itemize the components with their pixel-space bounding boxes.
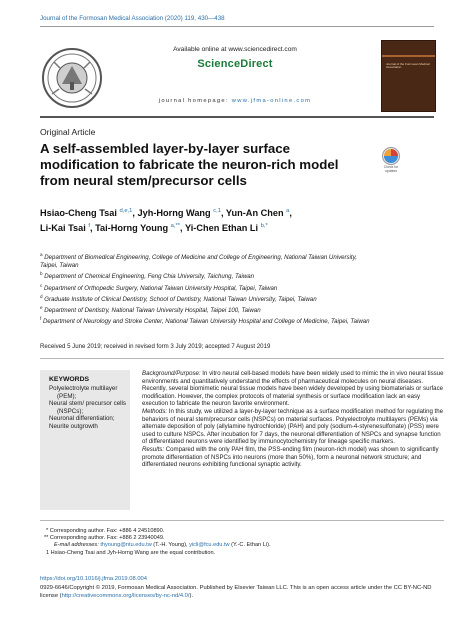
affiliations [40,251,370,327]
affiliation: $^b$ Department of Chemical Engineering, Feng Chia University, Taichung, Taiwan [40,271,255,281]
keyword[interactable]: Neural stem/ precursor cells (NSPCs); [49,400,127,415]
author[interactable]: Yun-An Chen $^a$ [225,208,290,219]
available-online-text: Available online at www.sciencedirect.com [173,46,297,53]
article-type: Original Article [40,127,96,137]
header-top-rule [40,26,434,27]
sciencedirect-logo[interactable]: ScienceDirect [197,58,273,70]
homepage-link[interactable]: www.jfma-online.com [231,98,312,104]
keyword[interactable]: Neuronal differentiation; [49,415,115,423]
abstract-results: Results: Compared with the only PAH film, the PSS-ending film (neuron-rich model) was shown to significantly promote differentiation of NSPCs into neurons (more than 50%), form a neuronal network structure; and differentiated neurons exhibiting functional synaptic activity. [142,445,439,469]
author[interactable]: Hsiao-Cheng Tsai $^{d,e,1}$ [40,208,133,219]
copyright-notice: 0929-6646/Copyright © 2019, Formosan Medical Association. Published by Elsevier Taiwan LLC. This is an open access article under the CC BY-NC-ND license (http://creativecommons.org/licenses/by-nc-nd/4.0/). [40,585,432,599]
author-list: Hsiao-Cheng Tsai $^{d,e,1}$, Jyh-Horng Wang $^{c,1}$, Yun-An Chen $^a$, Li-Kai Tsai $^f$, Tai-Horng Young $^{a,**}$, Yi-Chen Ethan Li $^{b,*}$ [40,208,292,234]
abstract-methods: Methods: In this study, we utilized a layer-by-layer technique as a surface modification method for regulating the behaviors of neural stem/precursor cells (NSPCs) on material surfaces. Polyelectrolyte multilayers (PEMs) via alternate deposition of poly (allylamine hydrochloride) (PAH) and poly (sodium-4-styrenesulfonate) (PSS) were used to culture NSPCs. After incubation for 7 days, the neuronal differentiation of NSPCs and synapse function of differentiated neurons were identified by immunocytochemistry for lineage specific markers. [142,407,444,446]
cover-title: Journal of the Formosan Medical Association [386,62,430,70]
keywords-box [40,370,130,510]
affiliation: $^e$ Department of Dentistry, National Taiwan University Hospital, Taipei 100, Taiwan [40,305,261,315]
email-link[interactable]: yicli@fcu.edu.tw [189,542,230,549]
dates-rule [40,358,444,359]
author[interactable]: Li-Kai Tsai $^f$ [40,223,90,234]
author[interactable]: Jyh-Horng Wang $^{c,1}$ [137,208,221,219]
corresponding-author-1: * Corresponding author. Fax: +886 4 24510890. [46,528,165,534]
license-link[interactable]: http://creativecommons.org/licenses/by-nc-nd/4.0/ [61,592,190,599]
doi-link[interactable]: https://doi.org/10.1016/j.jfma.2019.08.004 [40,576,147,582]
journal-homepage [130,98,340,104]
email-addresses: E-mail addresses: thyoung@ntu.edu.tw (T.-H. Young), yicli@fcu.edu.tw (Y.-C. Ethan Li). [54,542,271,549]
footnote-rule [40,520,444,521]
crossmark-badge[interactable] [378,146,404,176]
author[interactable]: Yi-Chen Ethan Li $^{b,*}$ [184,223,268,234]
footnotes [40,528,440,557]
received-dates: Received 5 June 2019; received in revised form 3 July 2019; accepted 7 August 2019 [40,343,271,350]
journal-cover-image[interactable] [381,40,436,112]
article-title: A self-assembled layer-by-layer surface modification to fabricate the neuron-rich model from neural stem/precursor cells [40,141,339,188]
keywords-heading: KEYWORDS [49,376,90,383]
elsevier-emblem-icon [40,44,104,112]
affiliation: $^a$ Department of Biomedical Engineering, College of Medicine and College of Engineering, National Taiwan University, Taipei, Taiwan [40,252,357,270]
corresponding-author-2: ** Corresponding author. Fax: +886 2 23940049. [44,535,165,542]
affiliation: $^c$ Department of Orthopedic Surgery, National Taiwan University Hospital, Taipei, Taiwan [40,282,278,292]
affiliation: $^d$ Graduate Institute of Clinical Dentistry, School of Dentistry, National Taiwan University, Taipei, Taiwan [40,293,317,303]
equal-contribution-note: 1 Hsiao-Cheng Tsai and Jyh-Horng Wang are the equal contribution. [46,549,216,556]
keywords-list [49,385,127,431]
header-bottom-rule [40,116,434,118]
author[interactable]: Tai-Horng Young $^{a,**}$ [95,223,180,234]
keyword[interactable]: Neurite outgrowth [49,422,98,430]
journal-reference[interactable]: Journal of the Formosan Medical Association (2020) 119, 430—438 [40,15,225,22]
email-link[interactable]: thyoung@ntu.edu.tw [100,542,152,549]
homepage-label: journal homepage: [158,98,229,104]
cover-band [382,55,435,57]
abstract [142,370,445,469]
affiliation: $^f$ Department of Neurology and Stroke Center, National Taiwan University Hospital and College of Medicine, Taipei, Taiwan [40,316,370,326]
abstract-background: Background/Purpose: In vitro neural cell-based models have been widely used to mimic the in vivo neural tissue environments and quantitatively understand the effects of pharmaceutical molecules on neural diseases. Recently, several biomimetic neural tissue models have been widely developed by using biomaterials or surface modification. However, the complex protocols of material synthesis or surface modification lack an easy execution to fabricate the neuron favorite environment. [142,370,444,408]
keyword[interactable]: Polyelectrolyte multilayer (PEM); [49,385,118,400]
crossmark-label: Check for updates [383,165,399,173]
crossmark-icon [378,146,404,166]
